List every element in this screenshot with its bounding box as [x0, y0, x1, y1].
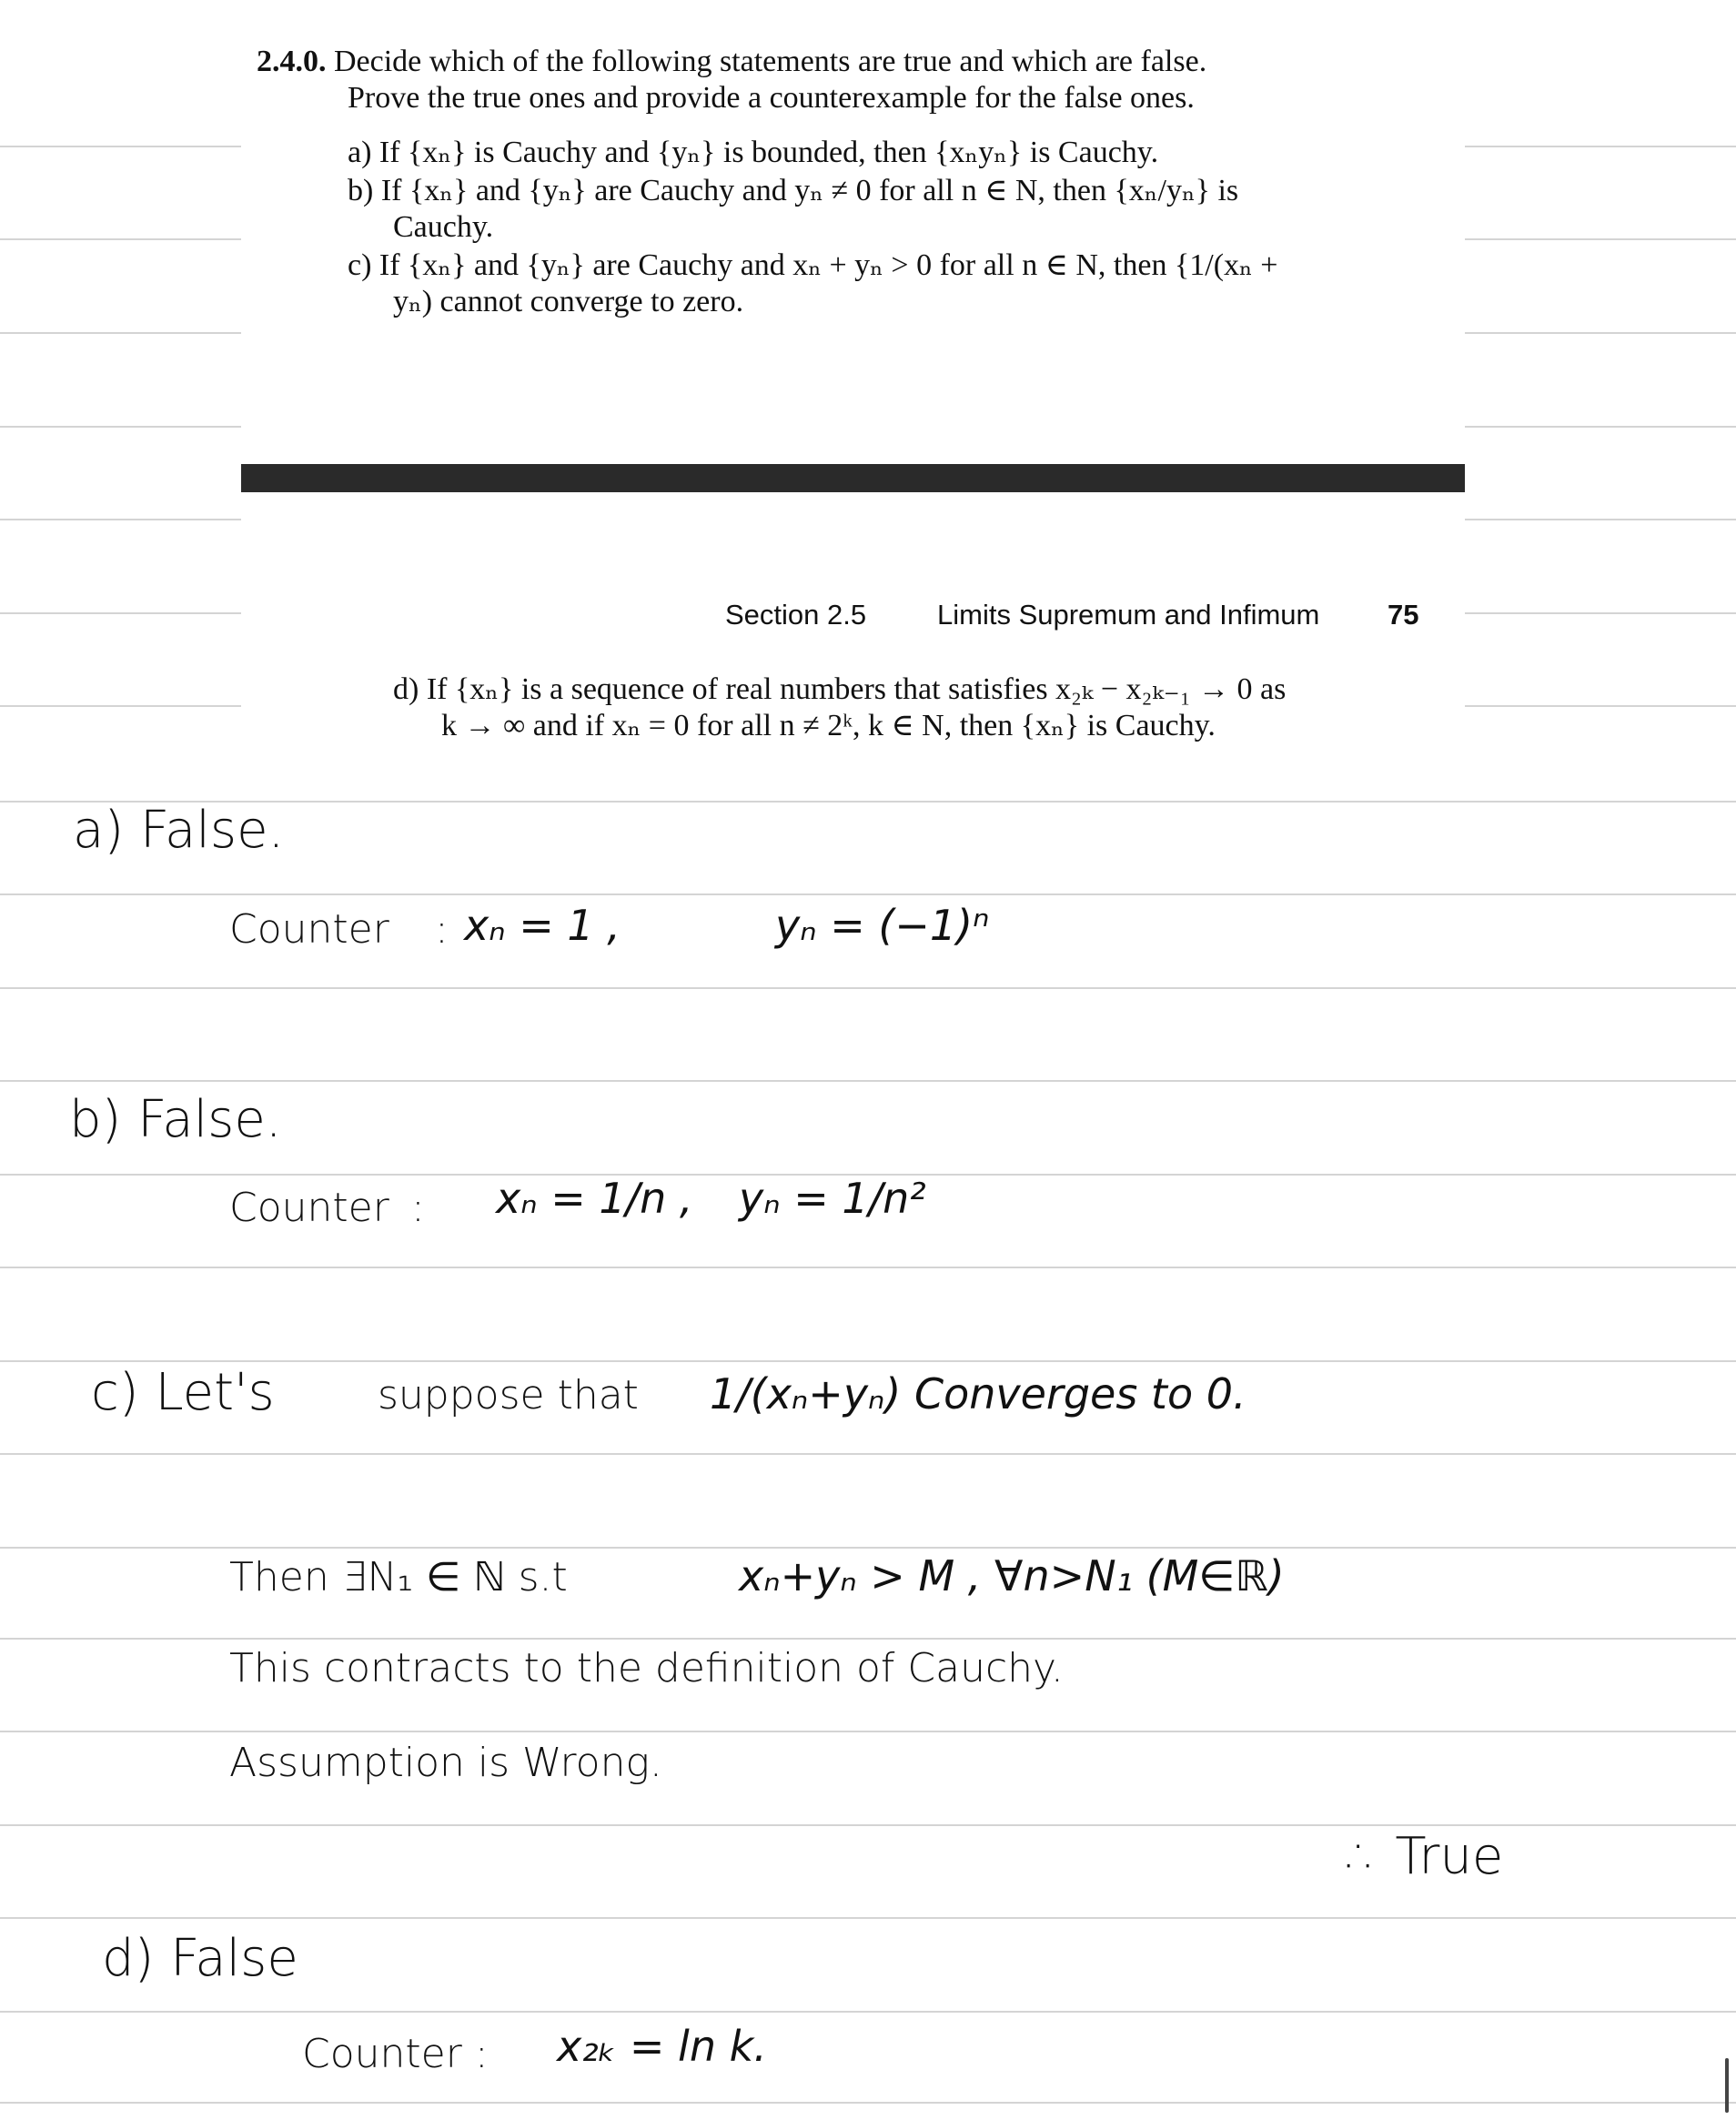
page-number: 75	[1388, 599, 1419, 631]
ruled-line	[0, 893, 1736, 895]
ruled-line	[0, 1917, 1736, 1919]
ruled-line	[0, 612, 241, 614]
answer-c-conclusion: ∴ True	[1347, 1827, 1504, 1886]
ruled-line	[0, 1267, 1736, 1268]
ruled-line	[0, 1638, 1736, 1640]
ruled-line	[1465, 238, 1736, 240]
answer-b-y: yₙ = 1/n²	[739, 1174, 926, 1223]
ruled-line	[1465, 426, 1736, 428]
ruled-line	[0, 332, 241, 334]
answer-a-label: a) False.	[73, 801, 285, 860]
ruled-line	[0, 2011, 1736, 2013]
ruled-line	[1465, 612, 1736, 614]
statement-c-line2: yₙ) cannot converge to zero.	[393, 285, 744, 318]
statement-d-line2: k → ∞ and if xₙ = 0 for all n ≠ 2ᵏ, k ∈ N, then {xₙ} is Cauchy.	[441, 709, 1216, 742]
ruled-line	[0, 1360, 1736, 1362]
answer-b-counter: Counter	[229, 1185, 389, 1231]
problem-intro-line1: Decide which of the following statements are true and which are false.	[334, 45, 1207, 78]
ruled-line	[0, 1453, 1736, 1455]
answer-b-colon: :	[411, 1185, 425, 1231]
ruled-line	[0, 2102, 1736, 2104]
ruled-line	[0, 1824, 1736, 1826]
answer-c-suppose: suppose that	[378, 1372, 639, 1418]
ruled-line	[1465, 705, 1736, 707]
statement-c-line1: c) If {xₙ} and {yₙ} are Cauchy and xₙ + yₙ > 0 for all n ∈ N, then {1/(xₙ +	[348, 248, 1278, 282]
answer-c-expression: 1/(xₙ+yₙ) Converges to 0.	[710, 1369, 1246, 1418]
statement-b-line2: Cauchy.	[393, 210, 494, 244]
answer-a-colon: :	[435, 906, 449, 953]
statement-b-line1: b) If {xₙ} and {yₙ} are Cauchy and yₙ ≠ 0 for all n ∈ N, then {xₙ/yₙ} is	[348, 174, 1239, 207]
statement-a: a) If {xₙ} is Cauchy and {yₙ} is bounded, then {xₙyₙ} is Cauchy.	[348, 136, 1159, 169]
ruled-line	[1465, 146, 1736, 147]
answer-a-y: yₙ = (−1)ⁿ	[775, 901, 990, 950]
ruled-line	[1465, 519, 1736, 520]
ruled-line	[0, 1080, 1736, 1082]
answer-d-label: d) False	[102, 1929, 298, 1988]
ruled-line	[0, 1731, 1736, 1732]
answer-d-counter: Counter :	[302, 2031, 489, 2077]
answer-c-then: Then ∃N₁ ∈ ℕ s.t	[229, 1554, 568, 1600]
answer-b-x: xₙ = 1/n ,	[496, 1174, 693, 1223]
statement-d-line1: d) If {xₙ} is a sequence of real numbers that satisfies x₂ₖ − x₂ₖ₋₁ → 0 as	[393, 672, 1287, 706]
ruled-line	[0, 987, 1736, 989]
ruled-line	[0, 1547, 1736, 1549]
scrollbar[interactable]	[1725, 2058, 1729, 2113]
ruled-line	[0, 705, 241, 707]
answer-c-contradiction: This contracts to the definition of Cauchy.	[229, 1645, 1064, 1691]
ruled-line	[1465, 332, 1736, 334]
running-head-section: Section 2.5	[725, 599, 867, 631]
ruled-line	[0, 146, 241, 147]
page-divider	[241, 464, 1465, 492]
answer-b-label: b) False.	[69, 1090, 282, 1149]
running-head-title: Limits Supremum and Infimum	[937, 599, 1320, 631]
answer-d-expression: x₂ₖ = ln k.	[557, 2022, 767, 2071]
ruled-line	[0, 238, 241, 240]
answer-c-label: c) Let's	[91, 1363, 275, 1422]
problem-number: 2.4.0.	[257, 45, 327, 78]
problem-intro-line2: Prove the true ones and provide a counterexample for the false ones.	[348, 81, 1195, 115]
answer-c-condition: xₙ+yₙ > M , ∀n>N₁ (M∈ℝ)	[739, 1551, 1285, 1600]
ruled-line	[0, 426, 241, 428]
answer-c-assumption: Assumption is Wrong.	[229, 1740, 662, 1786]
ruled-line	[0, 519, 241, 520]
answer-a-x: xₙ = 1 ,	[464, 901, 621, 950]
answer-a-counter: Counter	[229, 906, 389, 953]
